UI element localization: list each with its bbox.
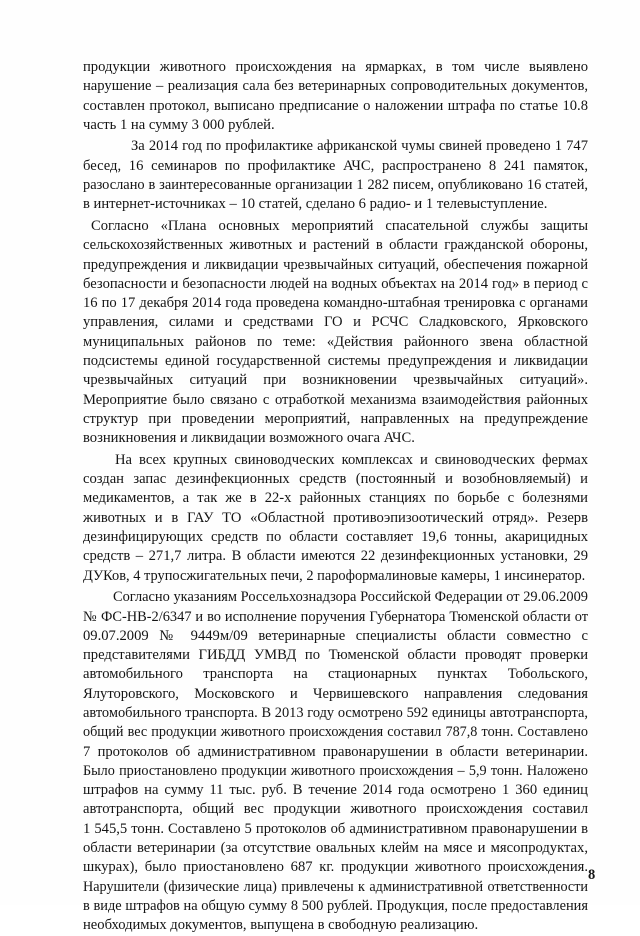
text-line: медикаментов, а так же в 22-х районных станциях по борьбе с болезнями bbox=[83, 490, 588, 507]
paragraph bbox=[83, 58, 588, 135]
text-line: составлен протокол, выписано предписание о наложении штрафа по статье 10.8 bbox=[83, 97, 588, 114]
text-line: дезинфицирующих средств по области составляет 19,6 тонны, акарицидных bbox=[83, 529, 588, 546]
text-line: часть 1 на сумму 3 000 рублей. bbox=[83, 116, 275, 133]
paragraph bbox=[83, 217, 588, 449]
page-number: 8 bbox=[588, 867, 596, 883]
text-line: в виде штрафов на общую сумму 8 500 рублей. Продукция, после предоставления bbox=[83, 897, 588, 914]
text-line: Согласно указаниям Россельхознадзора Российской Федерации от 29.06.2009 bbox=[113, 589, 588, 606]
text-line: бесед, 16 семинаров по профилактике АЧС, распространено 8 241 памяток, bbox=[83, 157, 588, 174]
text-line: чрезвычайных ситуаций при возникновении чрезвычайных ситуаций». bbox=[83, 372, 588, 389]
text-line: муниципальных районов по теме: «Действия районного звена областной bbox=[83, 333, 588, 350]
paragraph bbox=[83, 588, 588, 935]
text-line: необходимых документов, выпущена в свободную реализацию. bbox=[83, 917, 479, 934]
text-line: безопасности и безопасности людей на водных объектах на 2014 год» в период с bbox=[83, 275, 588, 292]
text-line: 09.07.2009 № 9449м/09 ветеринарные специалисты области совместно с bbox=[83, 627, 588, 644]
text-line: продукции животного происхождения на ярмарках, в том числе выявлено bbox=[83, 59, 588, 75]
text-line: общий вес продукции животного происхождения составил 787,8 тонн. Составлено bbox=[83, 724, 588, 741]
text-line: 16 по 17 декабря 2014 года проведена командно-штабная тренировка с органами bbox=[83, 295, 588, 312]
text-line: создан запас дезинфекционных средств (постоянный и возобновляемый) и bbox=[83, 471, 588, 488]
text-line: представителями ГИБДД УМВД по Тюменской области проводят проверки bbox=[83, 647, 588, 664]
text-line: За 2014 год по профилактике африканской чумы свиней проведено 1 747 bbox=[131, 138, 588, 155]
text-line: Нарушители (физические лица) привлечены к административной ответственности bbox=[83, 878, 588, 895]
text-line: Ялуторовского, Московского и Червишевского направления следования bbox=[83, 685, 588, 702]
text-line: средств – 271,7 литра. В области имеются 22 дезинфекционных установки, 29 bbox=[83, 548, 588, 565]
text-line: подсистемы единой государственной системы предупреждения и ликвидации bbox=[83, 353, 588, 370]
text-line: сельскохозяйственных животных и растений в области гражданской обороны, bbox=[83, 237, 588, 254]
text-line: управления, силами и средствами ГО и РСЧС Сладковского, Ярковского bbox=[83, 314, 588, 331]
text-line: ДУКов, 4 трупосжигательных печи, 2 пароформалиновые камеры, 1 инсинератор. bbox=[83, 567, 586, 584]
text-line: области ветеринарии (за отсутствие овальных клейм на мясе и мясопродуктах, bbox=[83, 840, 588, 857]
text-line: Было приостановлено продукции животного происхождения – 5,9 тонн. Наложено bbox=[83, 762, 588, 779]
text-line: автотранспорта, общий вес продукции животного происхождения составил bbox=[83, 801, 588, 818]
paragraph bbox=[83, 451, 588, 586]
text-line: животных и в ГАУ ТО «Областной противоэпизоотический отряд». Резерв bbox=[83, 509, 588, 526]
text-line: возникновения и ликвидации возможного очага АЧС. bbox=[83, 430, 415, 447]
text-line: 1 545,5 тонн. Составлено 5 протоколов об административном правонарушении в bbox=[83, 820, 588, 837]
paragraph bbox=[83, 137, 588, 214]
text-line: шкурах), было приостановлено 687 кг. продукции животного происхождения. bbox=[83, 859, 588, 876]
text-line: нарушение – реализация сала без ветеринарных сопроводительных документов, bbox=[83, 78, 588, 95]
text-line: автомобильного транспорта. В 2013 году осмотрено 592 единицы автотранспорта, bbox=[83, 704, 588, 721]
text-line: № ФС-НВ-2/6347 и во исполнение поручения Губернатора Тюменской области от bbox=[83, 608, 588, 625]
text-line: Мероприятие было связано с отработкой механизма взаимодействия районных bbox=[83, 391, 588, 408]
document-body bbox=[83, 58, 588, 936]
text-line: Согласно «Плана основных мероприятий спасательной службы защиты bbox=[91, 217, 588, 234]
text-line: в интернет-источниках – 10 статей, сделано 6 радио- и 1 телевыступление. bbox=[83, 196, 548, 213]
text-line: автомобильного транспорта на стационарных пунктах Тобольского, bbox=[83, 666, 588, 683]
text-line: 7 протоколов об административном правонарушении в области ветеринарии. bbox=[83, 743, 588, 760]
text-line: штрафов на сумму 11 тыс. руб. В течение 2014 года осмотрено 1 360 единиц bbox=[83, 782, 588, 799]
text-line: предупреждения и ликвидации чрезвычайных ситуаций, обеспечения пожарной bbox=[83, 256, 588, 273]
text-line: разослано в заинтересованные организации 1 282 писем, опубликовано 16 статей, bbox=[83, 177, 588, 194]
text-line: структур при проведении мероприятий, направленных на предупреждение bbox=[83, 410, 588, 427]
text-line: На всех крупных свиноводческих комплексах и свиноводческих фермах bbox=[115, 451, 588, 468]
